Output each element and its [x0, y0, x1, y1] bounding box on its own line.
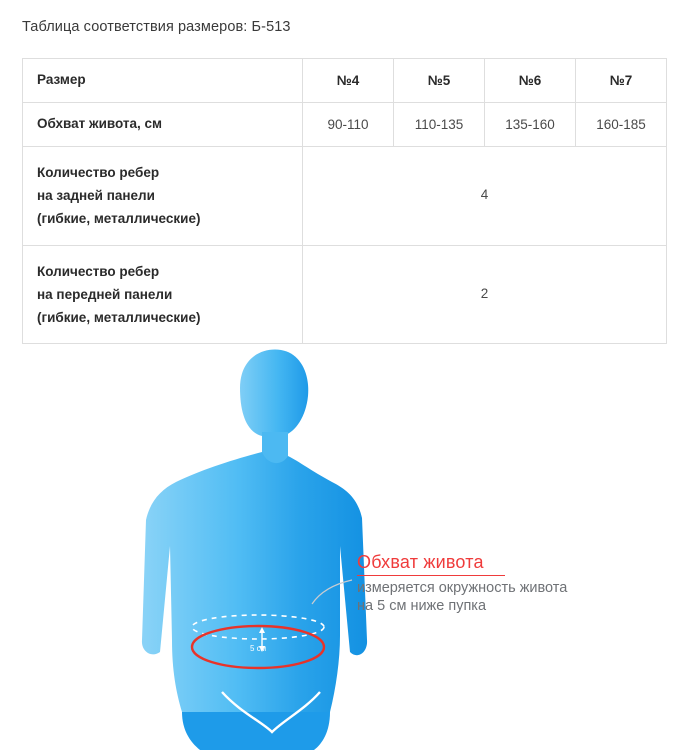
column-header-n6: №6 — [518, 72, 542, 88]
column-header-n5: №5 — [427, 72, 451, 88]
row-label-front-ribs-line2: на передней панели — [37, 286, 173, 302]
column-header-n4: №4 — [336, 72, 360, 88]
cell-waist-n6: 135-160 — [505, 116, 555, 132]
callout — [357, 553, 587, 616]
measurement-illustration — [0, 340, 687, 750]
measure-offset-label: 5 см — [250, 644, 267, 653]
cell-waist-n4: 90-110 — [327, 116, 369, 132]
column-header-size: Размер — [37, 72, 86, 87]
cell-front-ribs-value: 2 — [480, 285, 489, 301]
page-title: Таблица соответствия размеров: Б-513 — [22, 19, 291, 35]
cell-waist-n7: 160-185 — [596, 116, 646, 132]
figure-torso — [142, 452, 367, 712]
column-header-n7: №7 — [609, 72, 633, 88]
table-header-row — [23, 59, 667, 103]
row-label-front-ribs-line1: Количество ребер — [37, 263, 160, 279]
size-chart-table — [22, 58, 667, 344]
row-label-back-ribs-line1: Количество ребер — [37, 164, 160, 180]
row-label-waist: Обхват живота, см — [37, 115, 163, 131]
row-label-back-ribs-line3: (гибкие, металлические) — [37, 211, 201, 227]
callout-underline — [357, 575, 505, 576]
figure-hips — [182, 712, 330, 750]
cell-back-ribs-value: 4 — [480, 187, 489, 203]
table-row — [23, 146, 667, 245]
callout-text: измеряется окружность живота на 5 см ниже пупка — [357, 579, 568, 615]
row-label-front-ribs-line3: (гибкие, металлические) — [37, 309, 201, 325]
figure-head — [240, 350, 308, 436]
table-row — [23, 245, 667, 344]
row-label-back-ribs-line2: на задней панели — [37, 188, 155, 204]
row-label-front-ribs — [23, 246, 302, 344]
table-row — [23, 102, 667, 146]
callout-title: Обхват живота — [357, 552, 484, 572]
torso-figure-svg — [0, 340, 687, 750]
row-label-back-ribs — [23, 147, 302, 245]
cell-waist-n5: 110-135 — [414, 116, 464, 132]
